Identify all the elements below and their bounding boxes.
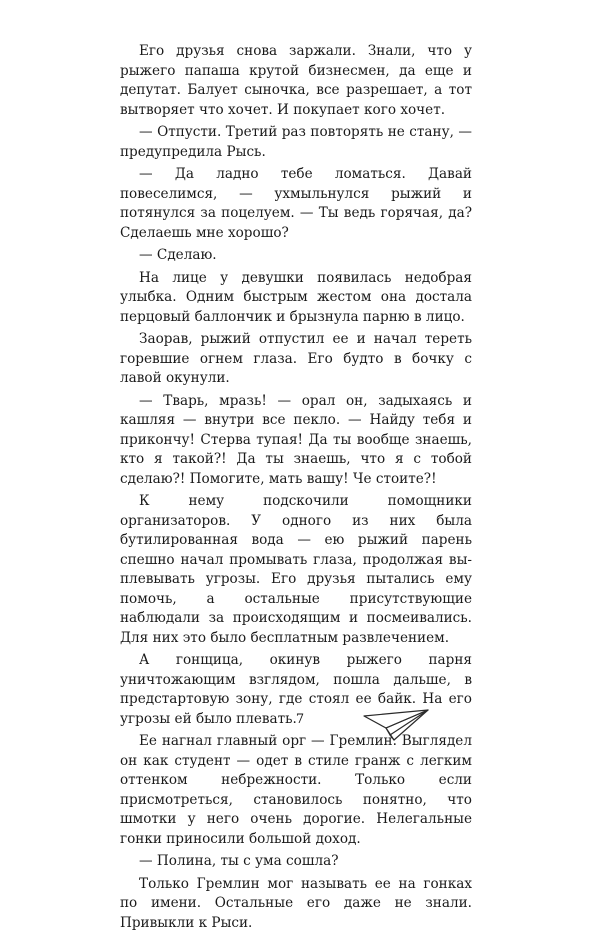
body-text (120, 42, 472, 936)
paragraph: Ее нагнал главный орг — Гремлин. Выглядел он как студент — одет в стиле гранж с легким оттенком небрежности. Только если присмотреться, становилось понятно, что шмотки у него очень дорогие. Нелегальные гонки приносили большой доход. (120, 733, 472, 847)
paragraph: На лице у девушки появилась недобрая улыбка. Одним быстрым жестом она достала перцовый баллончик и брызнула парню в лицо. (120, 269, 472, 325)
paper-plane-icon (362, 708, 432, 744)
paragraph: — Полина, ты с ума сошла? (139, 853, 339, 869)
paragraph: — Отпусти. Третий раз повторять не стану, — предупредила Рысь. (120, 124, 472, 160)
paragraph: Только Гремлин мог называть ее на гонках по имени. Остальные его даже не знали. Привыкли к Рыси. (120, 875, 472, 931)
page-number: 7 (295, 712, 305, 727)
paragraph: — Тварь, мразь! — орал он, задыхаясь и кашляя — внутри все пекло. — Найду тебя и прикончу! Стерва тупая! Да ты вообще знаешь, кто я такой?! Да ты знаешь, что я с тобой сделаю?! Помогите, мать вашу! Че стоите?! (120, 392, 472, 487)
paragraph: Заорав, рыжий отпустил ее и начал тереть горевшие огнем глаза. Его будто в бочку с лавой окунули. (120, 331, 472, 386)
paragraph: Его друзья снова заржали. Знали, что у рыжего папаша крутой бизнесмен, да еще и депутат. Балует сыночка, все разрешает, а тот вытворяет что хочет. И покупает кого хочет. (120, 43, 472, 118)
paragraph: К нему подскочили помощники организаторов. У одного из них была бутилированная вода — ею рыжий парень спешно начал промывать глаза, продолжая выплевывать угрозы. Его друзья пытались ему помочь, а остальные присутствующие наблюдали за происходящим и посмеивались. Для них это было бесплатным развлечением. (120, 493, 472, 646)
paragraph: — Сделаю. (139, 247, 217, 263)
paragraph: А гонщица, окинув рыжего парня уничтожающим взглядом, пошла дальше, в предстартовую зону, где стоял ее байк. На его угрозы ей было плевать. (120, 652, 472, 727)
paragraph: — Да ладно тебе ломаться. Давай повеселимся, — ухмыльнулся рыжий и потянулся за поцелуем. — Ты ведь горячая, да? Сделаешь мне хорошо? (120, 166, 472, 241)
